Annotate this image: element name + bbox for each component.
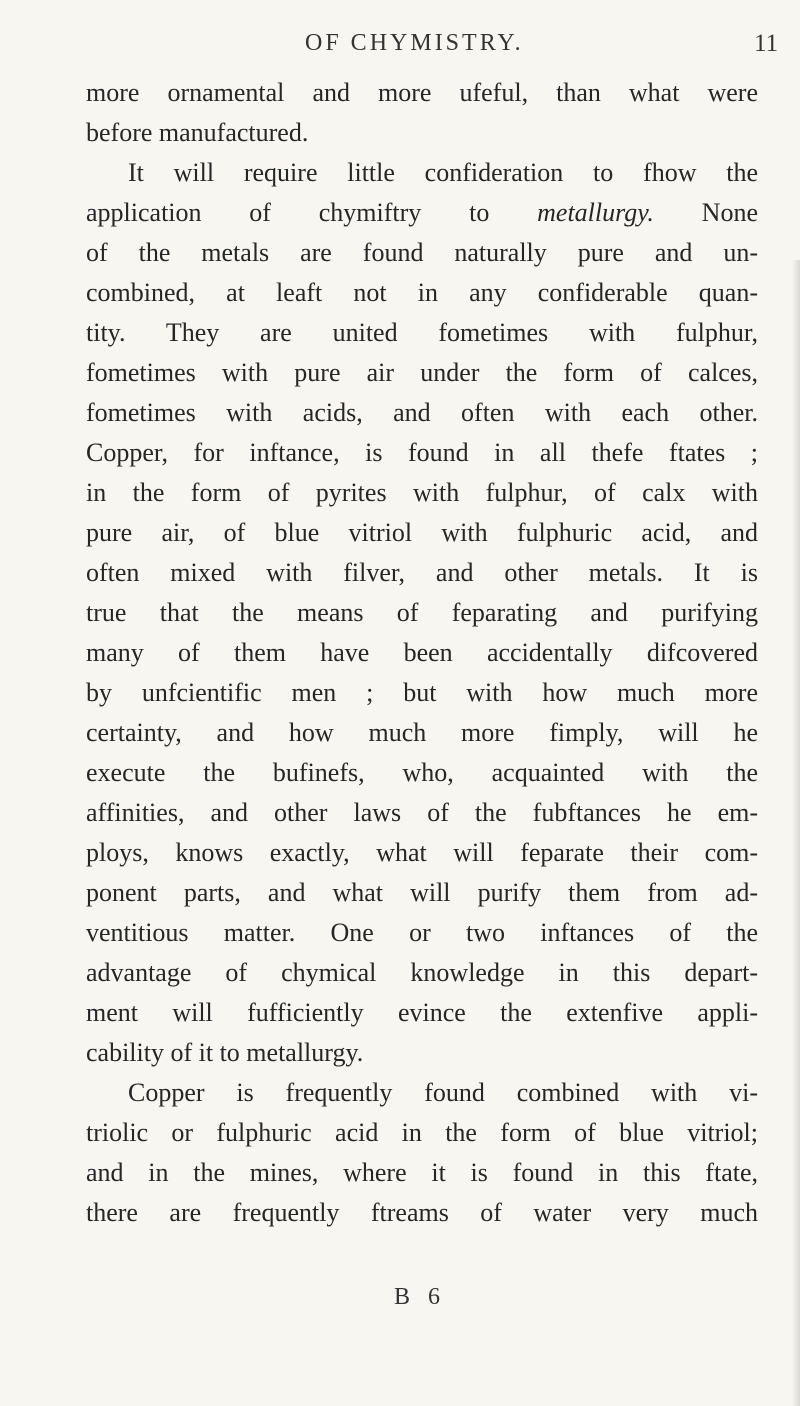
page-edge-shadow xyxy=(792,260,800,1406)
emphasized-word: metallurgy. xyxy=(537,198,654,227)
text-line: fometimes with acids, and often with each other. xyxy=(86,398,758,427)
page-header xyxy=(0,30,800,70)
text-line: combined, at leaft not in any confiderable quan- xyxy=(86,278,758,307)
body-text xyxy=(86,73,758,1233)
text-line: cability of it to metallurgy. xyxy=(86,1038,364,1067)
text-line: affinities, and other laws of the fubftances he em- xyxy=(86,798,758,827)
text-line: many of them have been accidentally difcovered xyxy=(86,638,758,667)
text-line: often mixed with filver, and other metals. It is xyxy=(86,558,758,587)
text-line: certainty, and how much more fimply, will he xyxy=(86,718,758,747)
text-line: fometimes with pure air under the form of calces, xyxy=(86,358,758,387)
text-line: triolic or fulphuric acid in the form of blue vitriol; xyxy=(86,1118,758,1147)
text-segment: application of chymiftry to xyxy=(86,198,490,227)
text-line: ploys, knows exactly, what will feparate their com- xyxy=(86,838,758,867)
text-line: by unfcientific men ; but with how much more xyxy=(86,678,758,707)
text-line: of the metals are found naturally pure and un- xyxy=(86,238,758,267)
text-line: and in the mines, where it is found in this ftate, xyxy=(86,1158,758,1187)
page-number: 11 xyxy=(754,30,779,57)
text-line: tity. They are united fometimes with fulphur, xyxy=(86,318,758,347)
text-line: Copper, for inftance, is found in all thefe ftates ; xyxy=(86,438,758,467)
text-line: Copper is frequently found combined with vi- xyxy=(128,1078,758,1107)
text-segment: None xyxy=(701,198,758,227)
text-line: ventitious matter. One or two inftances of the xyxy=(86,918,758,947)
text-line: pure air, of blue vitriol with fulphuric acid, and xyxy=(86,518,758,547)
text-line-with-emphasis xyxy=(86,193,758,233)
text-line: ponent parts, and what will purify them from ad- xyxy=(86,878,758,907)
text-line: advantage of chymical knowledge in this depart- xyxy=(86,958,758,987)
text-line: true that the means of feparating and purifying xyxy=(86,598,758,627)
text-line: more ornamental and more ufeful, than what were xyxy=(86,78,758,107)
text-line: It will require little confideration to fhow the xyxy=(128,158,758,187)
text-line: before manufactured. xyxy=(86,118,309,147)
text-line: there are frequently ftreams of water very much xyxy=(86,1198,758,1227)
text-line: execute the bufinefs, who, acquainted with the xyxy=(86,758,758,787)
signature-mark: B 6 xyxy=(394,1284,447,1310)
running-head: OF CHYMISTRY. xyxy=(305,30,524,56)
text-line: in the form of pyrites with fulphur, of calx with xyxy=(86,478,758,507)
text-line: ment will fufficiently evince the extenfive appli- xyxy=(86,998,758,1027)
